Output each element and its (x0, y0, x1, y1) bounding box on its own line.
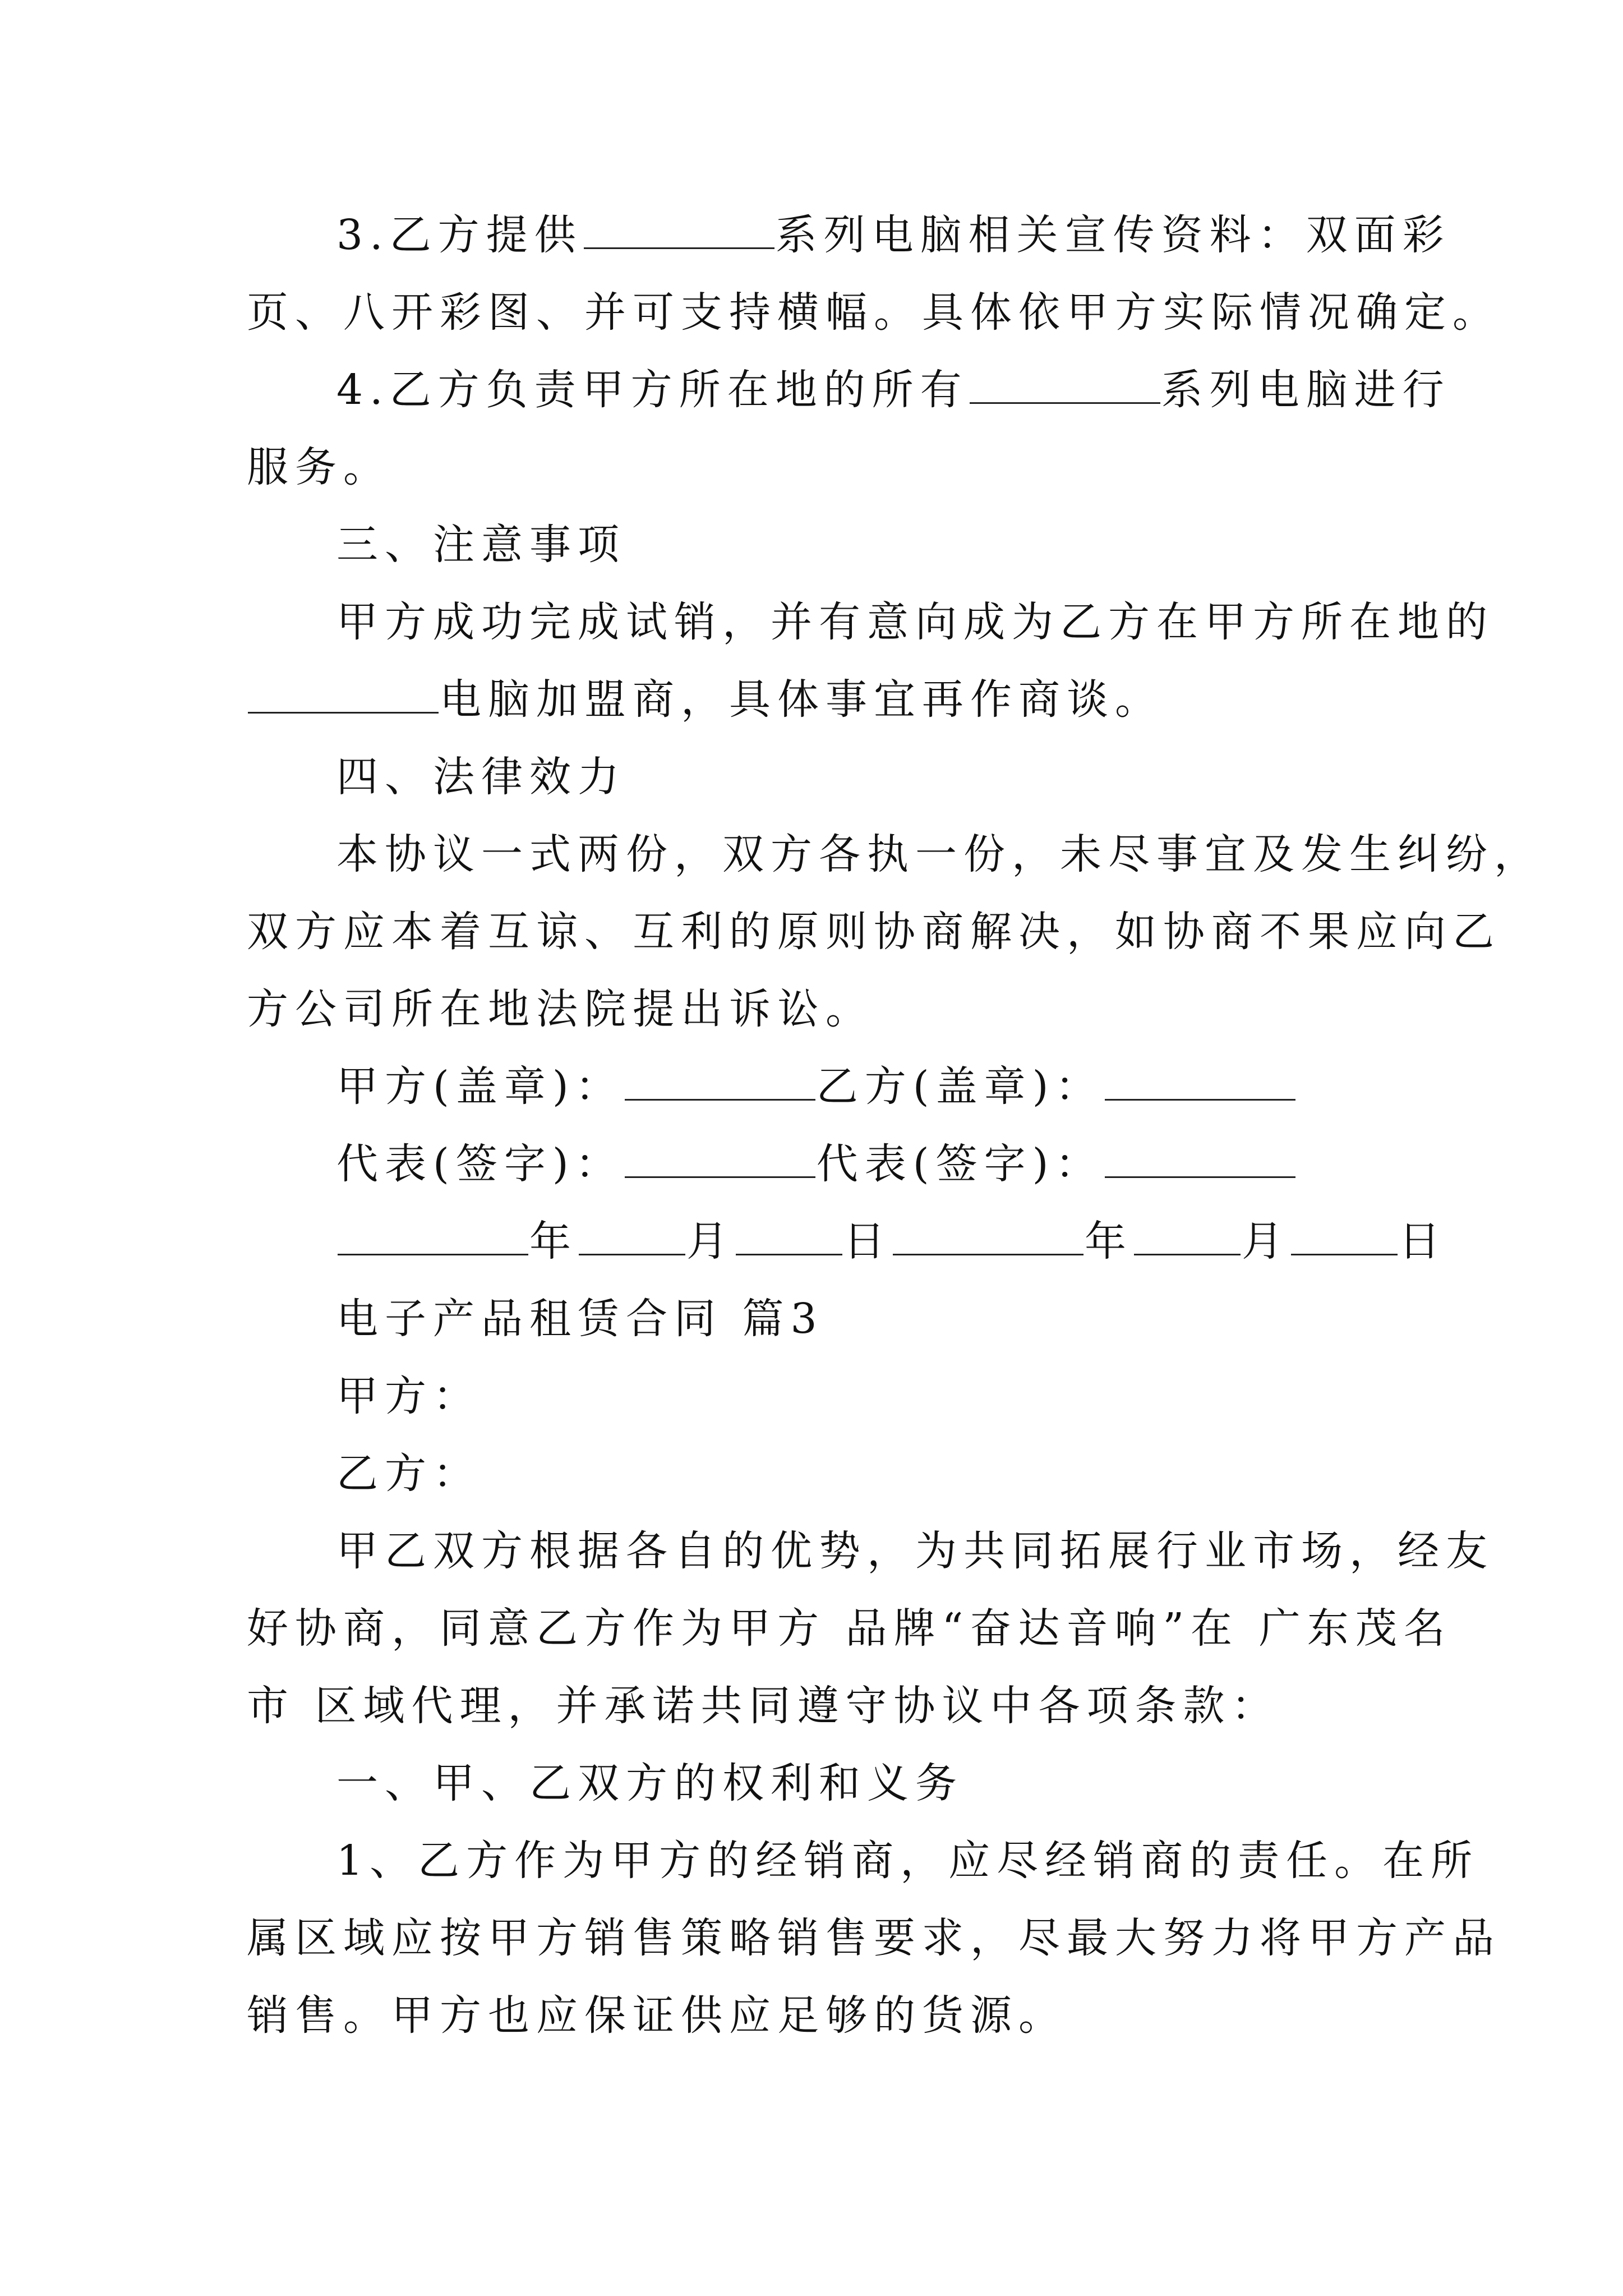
intro-line-2: 好协商，同意乙方作为甲方 品牌“奋达音响”在 广东茂名 (247, 1604, 1452, 1653)
clause-1-line-3: 销售。甲方也应保证供应足够的货源。 (247, 1991, 1067, 2040)
document-body (247, 196, 1542, 2054)
notice-line-1: 甲方成功完成试销，并有意向成为乙方在甲方所在地的 (336, 598, 1494, 646)
party-b-seal-label: 乙方(盖章)： (816, 1062, 1104, 1111)
fill-blank (625, 1053, 815, 1101)
fill-blank (625, 1130, 815, 1178)
fill-blank (338, 1208, 528, 1255)
day-label: 日 (843, 1217, 892, 1266)
fill-blank (1105, 1130, 1295, 1178)
party-b-label: 乙方： (336, 1450, 481, 1498)
paragraph-4-prefix: 4.乙方负责甲方所在地的所有 (336, 366, 969, 414)
signature-line (247, 1125, 1413, 1203)
clause-1-line-1: 1、乙方作为甲方的经销商，应尽经销商的责任。在所 (336, 1837, 1479, 1885)
clause-1-line-2: 属区域应按甲方销售策略销售要求，尽最大努力将甲方产品 (247, 1914, 1501, 1962)
fill-blank (1105, 1053, 1295, 1101)
paragraph-4-line-1 (247, 351, 1451, 429)
year-label: 年 (1085, 1217, 1133, 1266)
section-3-heading: 三、注意事项 (336, 521, 626, 569)
fill-blank (893, 1208, 1083, 1255)
day-label: 日 (1399, 1217, 1447, 1266)
seal-line (247, 1048, 1413, 1125)
fill-blank (970, 356, 1160, 404)
section-4-heading: 四、法律效力 (336, 753, 626, 801)
fill-blank (584, 201, 774, 249)
date-line (247, 1203, 1447, 1280)
paragraph-3-prefix: 3.乙方提供 (336, 211, 583, 259)
party-a-label: 甲方： (336, 1372, 481, 1420)
fill-blank (1291, 1208, 1398, 1255)
notice-line-2-suffix: 电脑加盟商，具体事宜再作商谈。 (440, 675, 1163, 724)
contract-title: 电子产品租赁合同 篇3 (336, 1295, 824, 1343)
rep-b-sign-label: 代表(签字)： (816, 1140, 1104, 1188)
fill-blank (1134, 1208, 1241, 1255)
rep-a-sign-label: 代表(签字)： (336, 1140, 624, 1188)
intro-line-1: 甲乙双方根据各自的优势，为共同拓展行业市场，经友 (336, 1527, 1494, 1575)
legal-line-3: 方公司所在地法院提出诉讼。 (247, 985, 874, 1033)
legal-line-2: 双方应本着互谅、互利的原则协商解决，如协商不果应向乙 (247, 908, 1501, 956)
section-1-heading: 一、甲、乙双方的权利和义务 (336, 1759, 963, 1807)
month-label: 月 (1242, 1217, 1290, 1266)
fill-blank (736, 1208, 842, 1255)
paragraph-3-line-1 (247, 196, 1451, 274)
paragraph-3-suffix: 系列电脑相关宣传资料：双面彩 (775, 211, 1451, 259)
notice-line-2 (247, 661, 1413, 738)
paragraph-4-line-2: 服务。 (247, 443, 391, 491)
month-label: 月 (686, 1217, 735, 1266)
intro-line-3: 市 区域代理，并承诺共同遵守协议中各项条款： (247, 1682, 1280, 1730)
fill-blank (579, 1208, 685, 1255)
paragraph-3-line-2: 页、八开彩图、并可支持横幅。具体依甲方实际情况确定。 (247, 288, 1501, 337)
year-label: 年 (529, 1217, 578, 1266)
paragraph-4-suffix: 系列电脑进行 (1161, 366, 1451, 414)
legal-line-1: 本协议一式两份，双方各执一份，未尽事宜及发生纠纷， (336, 830, 1542, 878)
party-a-seal-label: 甲方(盖章)： (336, 1062, 624, 1111)
fill-blank (248, 666, 439, 714)
